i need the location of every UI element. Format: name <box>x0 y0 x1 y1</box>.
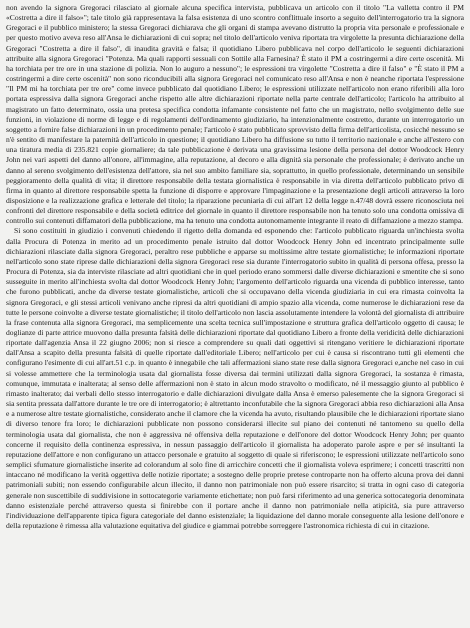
document-body <box>6 3 464 531</box>
paragraph-defendants-response: Si sono costituiti in giudizio i convenuti chiedendo il rigetto della domanda ed esponendo che: l'articolo pubblicato riguarda un'inchiesta svolta dalla Procura di Potenza in merito ad un procedimento penale istruito dal dottor Woodcock Henry John ed incentrato principalmente sulle dichiarazioni rilasciate dalla signora Gregoraci, peraltro rese pubbliche e apparse su moltissime altre testate giornalistiche; le informazioni riportate nell'articolo sono state riprese dalle dichiarazioni della signora Gregoraci rese sia durante l'interrogatorio subito in qualità di persona offesa, presso la Procura di Potenza, sia da interviste rilasciate ad altri quotidiani che in quel periodo erano sommersi dalle diverse dichiarazioni e smentite che si sono susseguite in merito all'inchiesta svolta dal dottor Woodcock Henry John; l'argomento dell'articolo riguarda una vicenda di pubblico interesse, tanto che furono pubblicati, anche da diverse testate giornalistiche, articoli che si occupavano della vicenda giudiziaria in cui era rimasta coinvolta la signora Gregoraci, e gli stessi articoli venivano anche ripresi da altri quotidiani di ampio spazio alla vicenda, come numerose le dichiarazioni rese da tutte le persone coinvolte a diverse testate giornalistiche; il titolo dell'articolo non lascia assolutamente intendere la volontà del giornalista di attribuire la frase contenuta alla signora Gregoraci, ma semplicemente una scelta tecnica sull'impostazione e struttura grafica dell'articolo oggetto di causa; le doglianze di parte attrice muovono dalla presunta falsità delle dichiarazioni riportate dal quotidiano Libero a fronte della veridicità delle dichiarazioni riportate dall'agenzia Ansa il 22 giugno 2006; non si riesce a comprendere su quali dati oggettivi si ritengano veritiere le dichiarazioni riportate dall'Ansa a scapito della presunta falsità di quelle riportate dall'editoriale Libero; nell'articolo per cui è causa si riscontrano tutti gli elementi che configurano l'esimente di cui all'art.51 c.p. in quanto è innegabile che tali affermazioni siano state rese dalla signora Gregoraci e,anche nel caso in cui si volesse ammettere che la terminologia usata dal giornalista fosse diversa dai termini utilizzati dalla signora Gregoraci, la sostanza è rimasta, comunque, immutata e inalterata; al senso delle affermazioni non è stato in alcun modo stravolto o modificato, né il messaggio giunto al pubblico è rimasto inalterato; dai verbali dello stesso interrogatorio e dalle dichiarazioni divulgate dalla Ansa è emerso palesemente che la signora Gregoraci si sia sentita pressata dall'attore durante le tre ore di interrogatorio; è altrettanto inconfutabile che la signora Gregoraci abbia reso dichiarazioni alla Ansa e a numerose altre testate giornalistiche, considerato anche il clamore che la vicenda ha avuto, risultando plausibile che le dichiarazioni riportate siano di diverso tenore fra loro; le dichiarazioni pubblicate non possono considerarsi illecite sul piano dei contenuti né tantomeno su quello della terminologia usata dal giornalista, che non è aggressiva né offensiva della reputazione e dell'onore del dottor Woodcock Henry John; per quanto concerne il requisito della continenza espressiva, in nessun passaggio dell'articolo il giornalista ha adoperato parole aspre e per sé insultanti la reputazione dell'attore e non configurano un attacco personale e gratuito al soggetto di quale si riferiscono; le espressioni utilizzate nell'articolo sono semplici sfumature giornalistiche inserite ad colorandum al solo fine di arricchire concetti che il giornalista voleva esprimere; i concetti trascritti non intaccano né modificano la verità oggettiva delle notizie riportate; a sostegno delle proprie pretese controparte non ha offerto alcuna prova dei danni patrimoniali subiti; non essendo configurabile alcun illecito, il danno non patrimoniale non può essere risarcito; si tratta in ogni caso di categoria generale non suscettibile di suddivisione in sottocategorie variamente etichettate; non può farsi riferimento ad una generica sottocategoria denominata danno esistenziale perché attraverso questa si finirebbe con il portare anche il danno non patrimoniale nella atipicità, sia pure attraverso l'individuazione dell'apparente tipica figura categoriale del danno esistenziale; la liquidazione del danno morale conseguente alla lesione dell'onore e della reputazione è rimessa alla valutazione equitativa del giudice e giammai potrebbe sorreggere l'astronomica richiesta di cui in citazione. <box>6 226 464 530</box>
paragraph-plaintiff-claims: non avendo la signora Gregoraci rilasciato al giornale alcuna specifica intervista, pubblicava un articolo con il titolo "La valletta contro il PM «Costretta a dire il falso»"; tale titolo già rappresentava la falsa esistenza di uno scontro conflittuale insorto a seguito dell'interrogatorio tra la signora Gregoraci e il pubblico ministero; la stessa Gregoraci dichiarava che gli organi di stampa avevano distrutto la propria vita personale e professionale e per questo motivo aveva reso all'Ansa le dichiarazioni di cui sopra; nel titolo dell'articolo veniva riportata tra virgolette la presunta dichiarazione della Gregoraci "Costretta a dire il falso", di inaudita gravità e falsa; il quotidiano Libero pubblicava nel corpo dell'articolo le seguenti dichiarazioni attribuite alla signora Gregoraci "Potenza. Ma quali rapporti sessuali con Sottile alla Farnesina? È stato il PM a costringermi a dire certe oscenità. Mi ha torchiata per tre ore in una stazione di polizia. Non lo auguro a nessuno"; le espressioni tra virgolette "Costretta a dire il falso" e "È stato il PM a costringermi a dire certe oscenità" non sono riconducibili alla signora Gregoraci nel comunicato reso all'Ansa e non è neanche riportata l'espressione "Il PM mi ha torchiata per tre ore" come invece pubblicato dal quotidiano Libero; le espressioni utilizzate nell'articolo non erano riferibili alla loro portata espressiva dalla signora Gregoraci anche rispetto alle altre dichiarazioni riportate nella parte centrale dell'articolo; l'articolo ha attribuito al magistrato un fatto determinato, ossia una pretesa specifica condotta infamante consistente nel fatto che un magistrato, nello svolgimento delle sue funzioni, in violazione di norme di legge e di regolamenti dell'ordinamento giudiziario, ha intenzionalmente costretto, durante un interrogatorio un soggetto a fornire false dichiarazioni in un procedimento penale; l'articolo è stato pubblicato sprovvisto della firma dell'articolista, cosicché nessuno se n'è sentito di manifestare la paternità dell'articolo in questione; il quotidiano Libero ha diffusione su tutto il territorio nazionale e anche all'estero con una tiratura media di 235.821 copie giornaliere; da tale pubblicazione è derivata una gravissima lesione della persona del dottor Woodcock Henry John nei vari aspetti del danno all'onore, all'immagine, alla reputazione, al decoro e alla dignità sia personale che professionale; è derivato anche un danno al sereno svolgimento dell'esistenza dell'attore, sia nel suo ambito familiare sia, soprattutto, in quello professionale, determinando un sensibile peggioramento della qualità di vita; il direttore responsabile della testata giornalistica è responsabile in via diretta dell'articolo pubblicato privo di firma in quanto al direttore responsabile spetta la funzione di disporre e approvare l'impaginazione e la presentazione degli articoli attraverso la loro disposizione e la realizzazione grafica e letterale del titolo; la riparazione pecuniaria di cui all'art 12 della legge n.47/48 dovrà essere riconosciuta nei confronti del direttore responsabile e della società editrice del giornale in quanto il direttore responsabile non ha tenuto solo una condotta omissiva di controllo sui contenuti diffamatori della pubblicazione, ma ha tenuto una condotta autonomamente integrante il reato di diffamazione a mezzo stampa. <box>6 3 464 226</box>
